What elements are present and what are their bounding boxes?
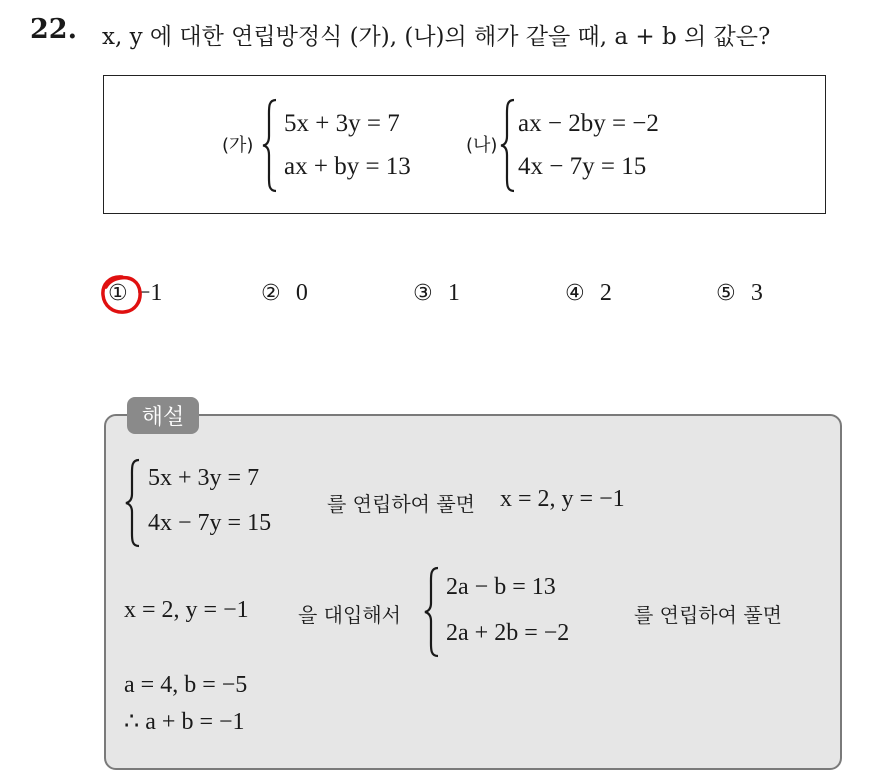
solution-line1-result: x = 2, y = −1	[500, 486, 625, 512]
solution-tag: 해설	[127, 397, 199, 434]
question-number: 22.	[30, 14, 77, 45]
solution-line2-prefix: x = 2, y = −1	[124, 597, 249, 623]
ga-equation-2: ax + by = 13	[284, 153, 411, 180]
solution-line3: a = 4, b = −5	[124, 672, 248, 698]
left-brace-icon	[500, 98, 516, 193]
choice-mark: ②	[261, 281, 281, 306]
choice-mark: ⑤	[716, 281, 736, 306]
solution-sys2-eq2: 2a + 2b = −2	[446, 620, 570, 646]
choice-value: 0	[295, 280, 308, 306]
question-text: x, y 에 대한 연립방정식 (가), (나)의 해가 같을 때, a + b 의 값은?	[102, 24, 771, 50]
system-label-na: (나)	[466, 135, 498, 156]
choice-3[interactable]	[413, 280, 460, 307]
solution-sys2-eq1: 2a − b = 13	[446, 574, 556, 600]
equation-system-box	[103, 75, 826, 214]
ga-equation-1: 5x + 3y = 7	[284, 110, 400, 137]
solution-sys1-eq2: 4x − 7y = 15	[148, 510, 272, 536]
solution-sys1-eq1: 5x + 3y = 7	[148, 465, 260, 491]
choice-mark: ④	[565, 281, 585, 306]
solution-line1-text: 를 연립하여 풀면	[327, 492, 475, 516]
na-equation-1: ax − 2by = −2	[518, 110, 659, 137]
solution-line4: ∴ a + b = −1	[124, 709, 245, 735]
choice-5[interactable]	[716, 280, 763, 307]
system-label-ga: (가)	[222, 135, 254, 156]
choice-mark: ①	[108, 281, 128, 306]
choice-value: −1	[136, 280, 163, 306]
solution-line2-suffix: 를 연립하여 풀면	[634, 603, 782, 627]
na-equation-2: 4x − 7y = 15	[518, 153, 647, 180]
choice-value: 2	[599, 280, 612, 306]
choice-value: 1	[447, 280, 460, 306]
solution-line2-text: 을 대입해서	[298, 603, 401, 627]
left-brace-icon	[125, 458, 141, 548]
choice-mark: ③	[413, 281, 433, 306]
selected-circle-mark-icon	[99, 273, 145, 317]
choice-2[interactable]	[261, 280, 308, 307]
left-brace-icon	[424, 566, 440, 658]
choice-value: 3	[750, 280, 763, 306]
choice-4[interactable]	[565, 280, 612, 307]
left-brace-icon	[262, 98, 278, 193]
